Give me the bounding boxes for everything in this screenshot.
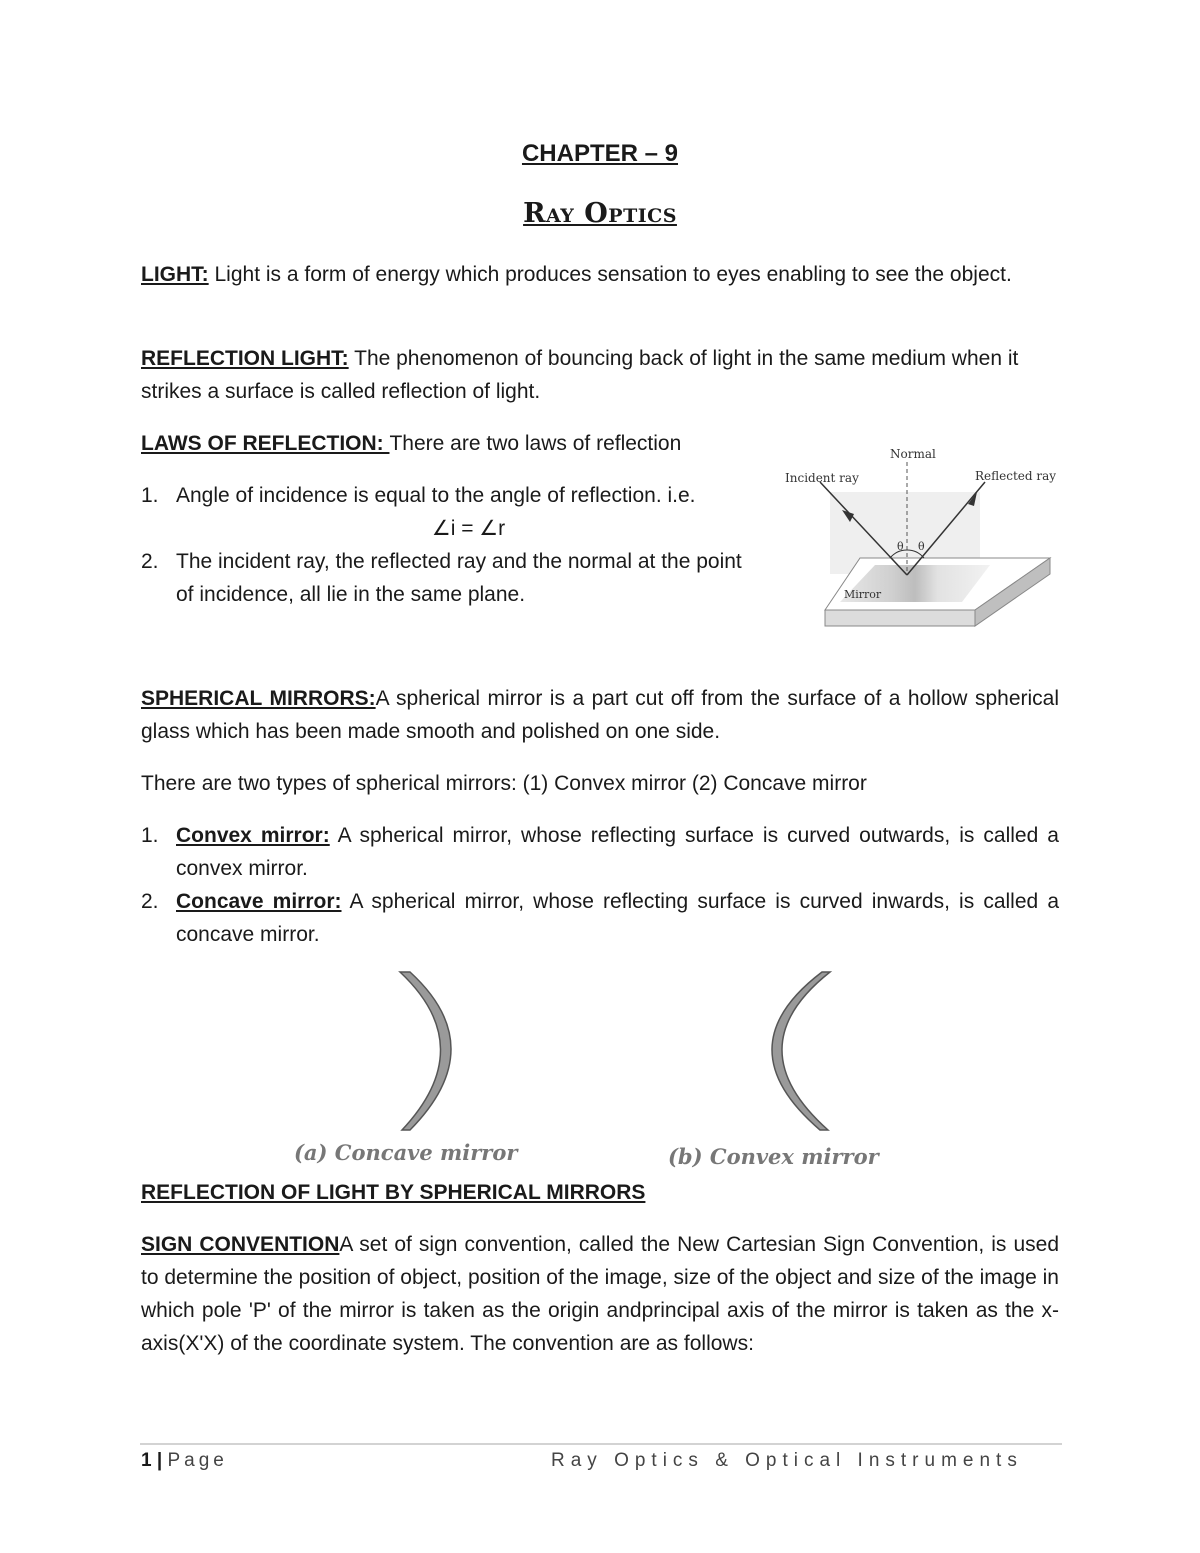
light-paragraph bbox=[141, 258, 1059, 291]
footer-divider bbox=[140, 1443, 1062, 1445]
normal-label: Normal bbox=[890, 447, 936, 461]
page-separator: | bbox=[151, 1450, 168, 1471]
section-heading: REFLECTION OF LIGHT BY SPHERICAL MIRRORS bbox=[141, 1181, 646, 1204]
list-item bbox=[141, 819, 1059, 885]
list-text: The incident ray, the reflected ray and the normal at the point of incidence, all lie in the same plane. bbox=[176, 550, 742, 606]
spherical-text: A spherical mirror is a part cut off from the surface of a hollow spherical glass which has been made smooth and polished on one side. bbox=[141, 687, 1059, 743]
list-number: 2. bbox=[141, 890, 159, 913]
mirror-label: Mirror bbox=[844, 588, 882, 601]
reflection-spherical-heading bbox=[141, 1176, 1059, 1209]
convex-text: A spherical mirror, whose reflecting surface is curved outwards, is called a convex mirror. bbox=[176, 824, 1059, 880]
list-number: 1. bbox=[141, 484, 159, 507]
list-item bbox=[141, 545, 761, 611]
reflected-label: Reflected ray bbox=[975, 469, 1057, 483]
page-title: Ray Optics bbox=[523, 198, 677, 229]
sign-heading: SIGN CONVENTION bbox=[141, 1233, 340, 1256]
spherical-heading: SPHERICAL MIRRORS: bbox=[141, 687, 376, 710]
list-number: 2. bbox=[141, 550, 159, 573]
mirror-types-list bbox=[141, 819, 1059, 951]
mirror-front-edge bbox=[825, 610, 975, 626]
laws-intro: There are two laws of reflection bbox=[389, 432, 682, 455]
footer-title: Ray Optics & Optical Instruments bbox=[551, 1450, 1023, 1471]
caption-b: (b) Convex mirror bbox=[668, 1144, 879, 1169]
concave-term: Concave mirror: bbox=[176, 890, 342, 913]
caption-a: (a) Concave mirror bbox=[294, 1140, 518, 1165]
chapter-heading: CHAPTER – 9 bbox=[521, 140, 679, 167]
list-item bbox=[141, 885, 1059, 951]
laws-list bbox=[141, 479, 761, 611]
mirrors-figure bbox=[280, 962, 980, 1172]
types-line: There are two types of spherical mirrors: (1) Convex mirror (2) Concave mirror bbox=[141, 772, 867, 795]
reflection-formula: ∠i = ∠r bbox=[431, 517, 506, 540]
reflection-heading: REFLECTION LIGHT: bbox=[141, 347, 349, 370]
sign-paragraph bbox=[141, 1228, 1059, 1360]
list-item bbox=[141, 479, 761, 512]
concave-text: A spherical mirror, whose reflecting surface is curved inwards, is called a concave mirror. bbox=[176, 890, 1059, 946]
laws-paragraph bbox=[141, 427, 761, 460]
reflection-text: The phenomenon of bouncing back of light in the same medium when it strikes a surface is called reflection of light. bbox=[141, 347, 1019, 403]
list-number: 1. bbox=[141, 824, 159, 847]
spherical-paragraph bbox=[141, 682, 1059, 748]
list-text: Angle of incidence is equal to the angle of reflection. i.e. bbox=[176, 484, 696, 507]
incident-label: Incident ray bbox=[785, 471, 859, 485]
footer-page bbox=[141, 1450, 228, 1472]
sign-text: A set of sign convention, called the New Cartesian Sign Convention, is used to determine the position of object, position of the image, size of the object and size of the image in which pole 'P' of the mirror is taken as the origin andprincipal axis of the mirror is taken as the x-axis(X'X) of the coordinate system. The convention are as follows: bbox=[141, 1233, 1059, 1355]
theta-left: θ bbox=[897, 540, 904, 553]
light-heading: LIGHT: bbox=[141, 263, 209, 286]
page-number: 1 bbox=[141, 1450, 152, 1471]
page-label: Page bbox=[167, 1450, 228, 1471]
light-text: Light is a form of energy which produces sensation to eyes enabling to see the object. bbox=[208, 263, 1012, 286]
reflection-paragraph bbox=[141, 342, 1059, 408]
convex-term: Convex mirror: bbox=[176, 824, 330, 847]
reflection-diagram bbox=[780, 440, 1070, 635]
laws-heading: LAWS OF REFLECTION: bbox=[141, 432, 390, 455]
convex-mirror-shape bbox=[772, 972, 830, 1130]
theta-right: θ bbox=[918, 540, 925, 553]
concave-mirror-shape bbox=[400, 972, 451, 1130]
